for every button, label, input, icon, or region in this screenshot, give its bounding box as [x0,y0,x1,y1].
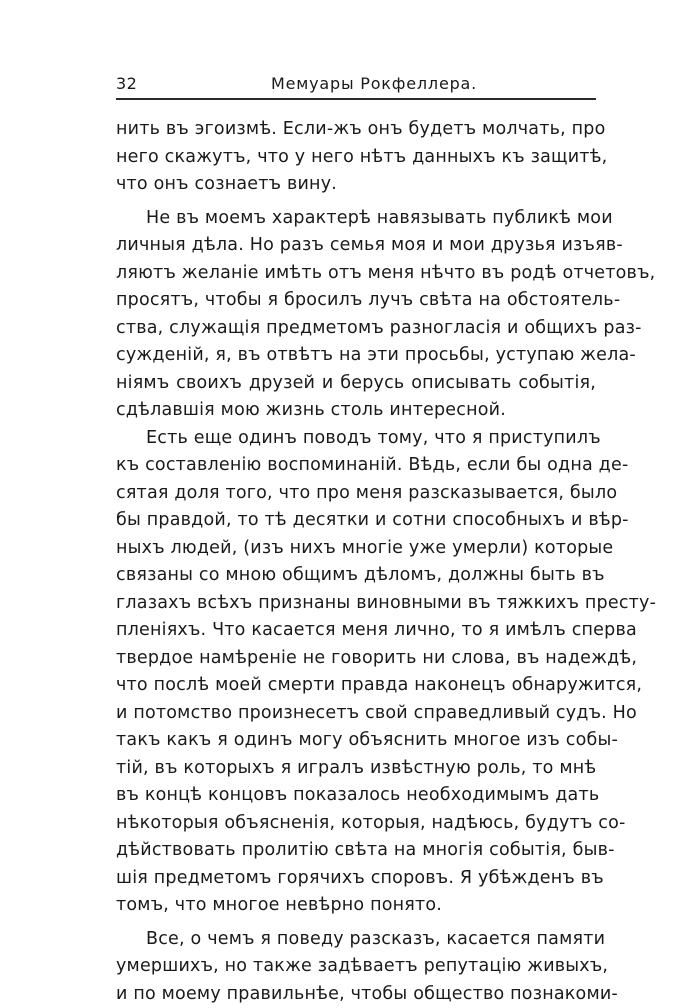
text-line: сятая доля того, что про меня разсказывается, было [116,480,596,508]
text-line: Есть еще одинъ поводъ тому, что я приступилъ [116,425,596,453]
text-line: тій, въ которыхъ я игралъ извѣстную роль, то мнѣ [116,755,596,783]
text-line: связаны со мною общимъ дѣломъ, должны быть въ [116,562,596,590]
text-line: шія предметомъ горячихъ споровъ. Я убѣжденъ въ [116,865,596,893]
text-line: нить въ эгоизмѣ. Если-жъ онъ будетъ молчать, про [116,116,596,144]
text-line: пленіяхъ. Что касается меня лично, то я имѣлъ сперва [116,617,596,645]
paragraph-2 [116,205,596,425]
body-text [116,116,596,1008]
running-title: Мемуары Рокфеллера. [271,74,477,94]
text-line: бы правдой, то тѣ десятки и сотни способныхъ и вѣр- [116,507,596,535]
text-line: дѣйствовать пролитію свѣта на многія событія, быв- [116,837,596,865]
text-line: ныхъ людей, (изъ нихъ многіе уже умерли) которые [116,535,596,563]
page-number: 32 [116,74,137,94]
paragraph-1 [116,116,596,199]
text-line: ніямъ своихъ друзей и берусь описывать событія, [116,370,596,398]
paragraph-3 [116,425,596,920]
text-line: и потомство произнесетъ свой справедливый судъ. Но [116,700,596,728]
text-line: сужденій, я, въ отвѣтъ на эти просьбы, уступаю жела- [116,342,596,370]
text-line: него скажутъ, что у него нѣтъ данныхъ къ защитѣ, [116,144,596,172]
text-line: ляютъ желаніе имѣть отъ меня нѣчто въ родѣ отчетовъ, [116,260,596,288]
text-line: въ концѣ концовъ показалось необходимымъ дать [116,782,596,810]
text-line: твердое намѣреніе не говорить ни слова, въ надеждѣ, [116,645,596,673]
text-line: личныя дѣла. Но разъ семья моя и мои друзья изъяв- [116,232,596,260]
page-header [116,70,596,100]
text-line: умершихъ, но также задѣваетъ репутацію живыхъ, [116,953,596,981]
text-line: что послѣ моей смерти правда наконецъ обнаружится, [116,672,596,700]
text-line: томъ, что многое невѣрно понято. [116,892,596,920]
text-line: къ составленію воспоминаній. Вѣдь, если бы одна де- [116,452,596,480]
text-line: просятъ, чтобы я бросилъ лучъ свѣта на обстоятель- [116,287,596,315]
text-line: и по моему правильнѣе, чтобы общество познакоми- [116,981,596,1008]
text-line: ства, служащія предметомъ разногласія и общихъ раз- [116,315,596,343]
text-line: сдѣлавшія мою жизнь столь интересной. [116,397,596,425]
text-line: Не въ моемъ характерѣ навязывать публикѣ мои [116,205,596,233]
text-line: глазахъ всѣхъ признаны виновными въ тяжкихъ престу- [116,590,596,618]
text-line: Все, о чемъ я поведу разсказъ, касается памяти [116,926,596,954]
text-line: такъ какъ я одинъ могу объяснить многое изъ собы- [116,727,596,755]
text-line: что онъ сознаетъ вину. [116,171,596,199]
text-line: нѣкоторыя объясненія, которыя, надѣюсь, будутъ со- [116,810,596,838]
paragraph-4 [116,926,596,1008]
